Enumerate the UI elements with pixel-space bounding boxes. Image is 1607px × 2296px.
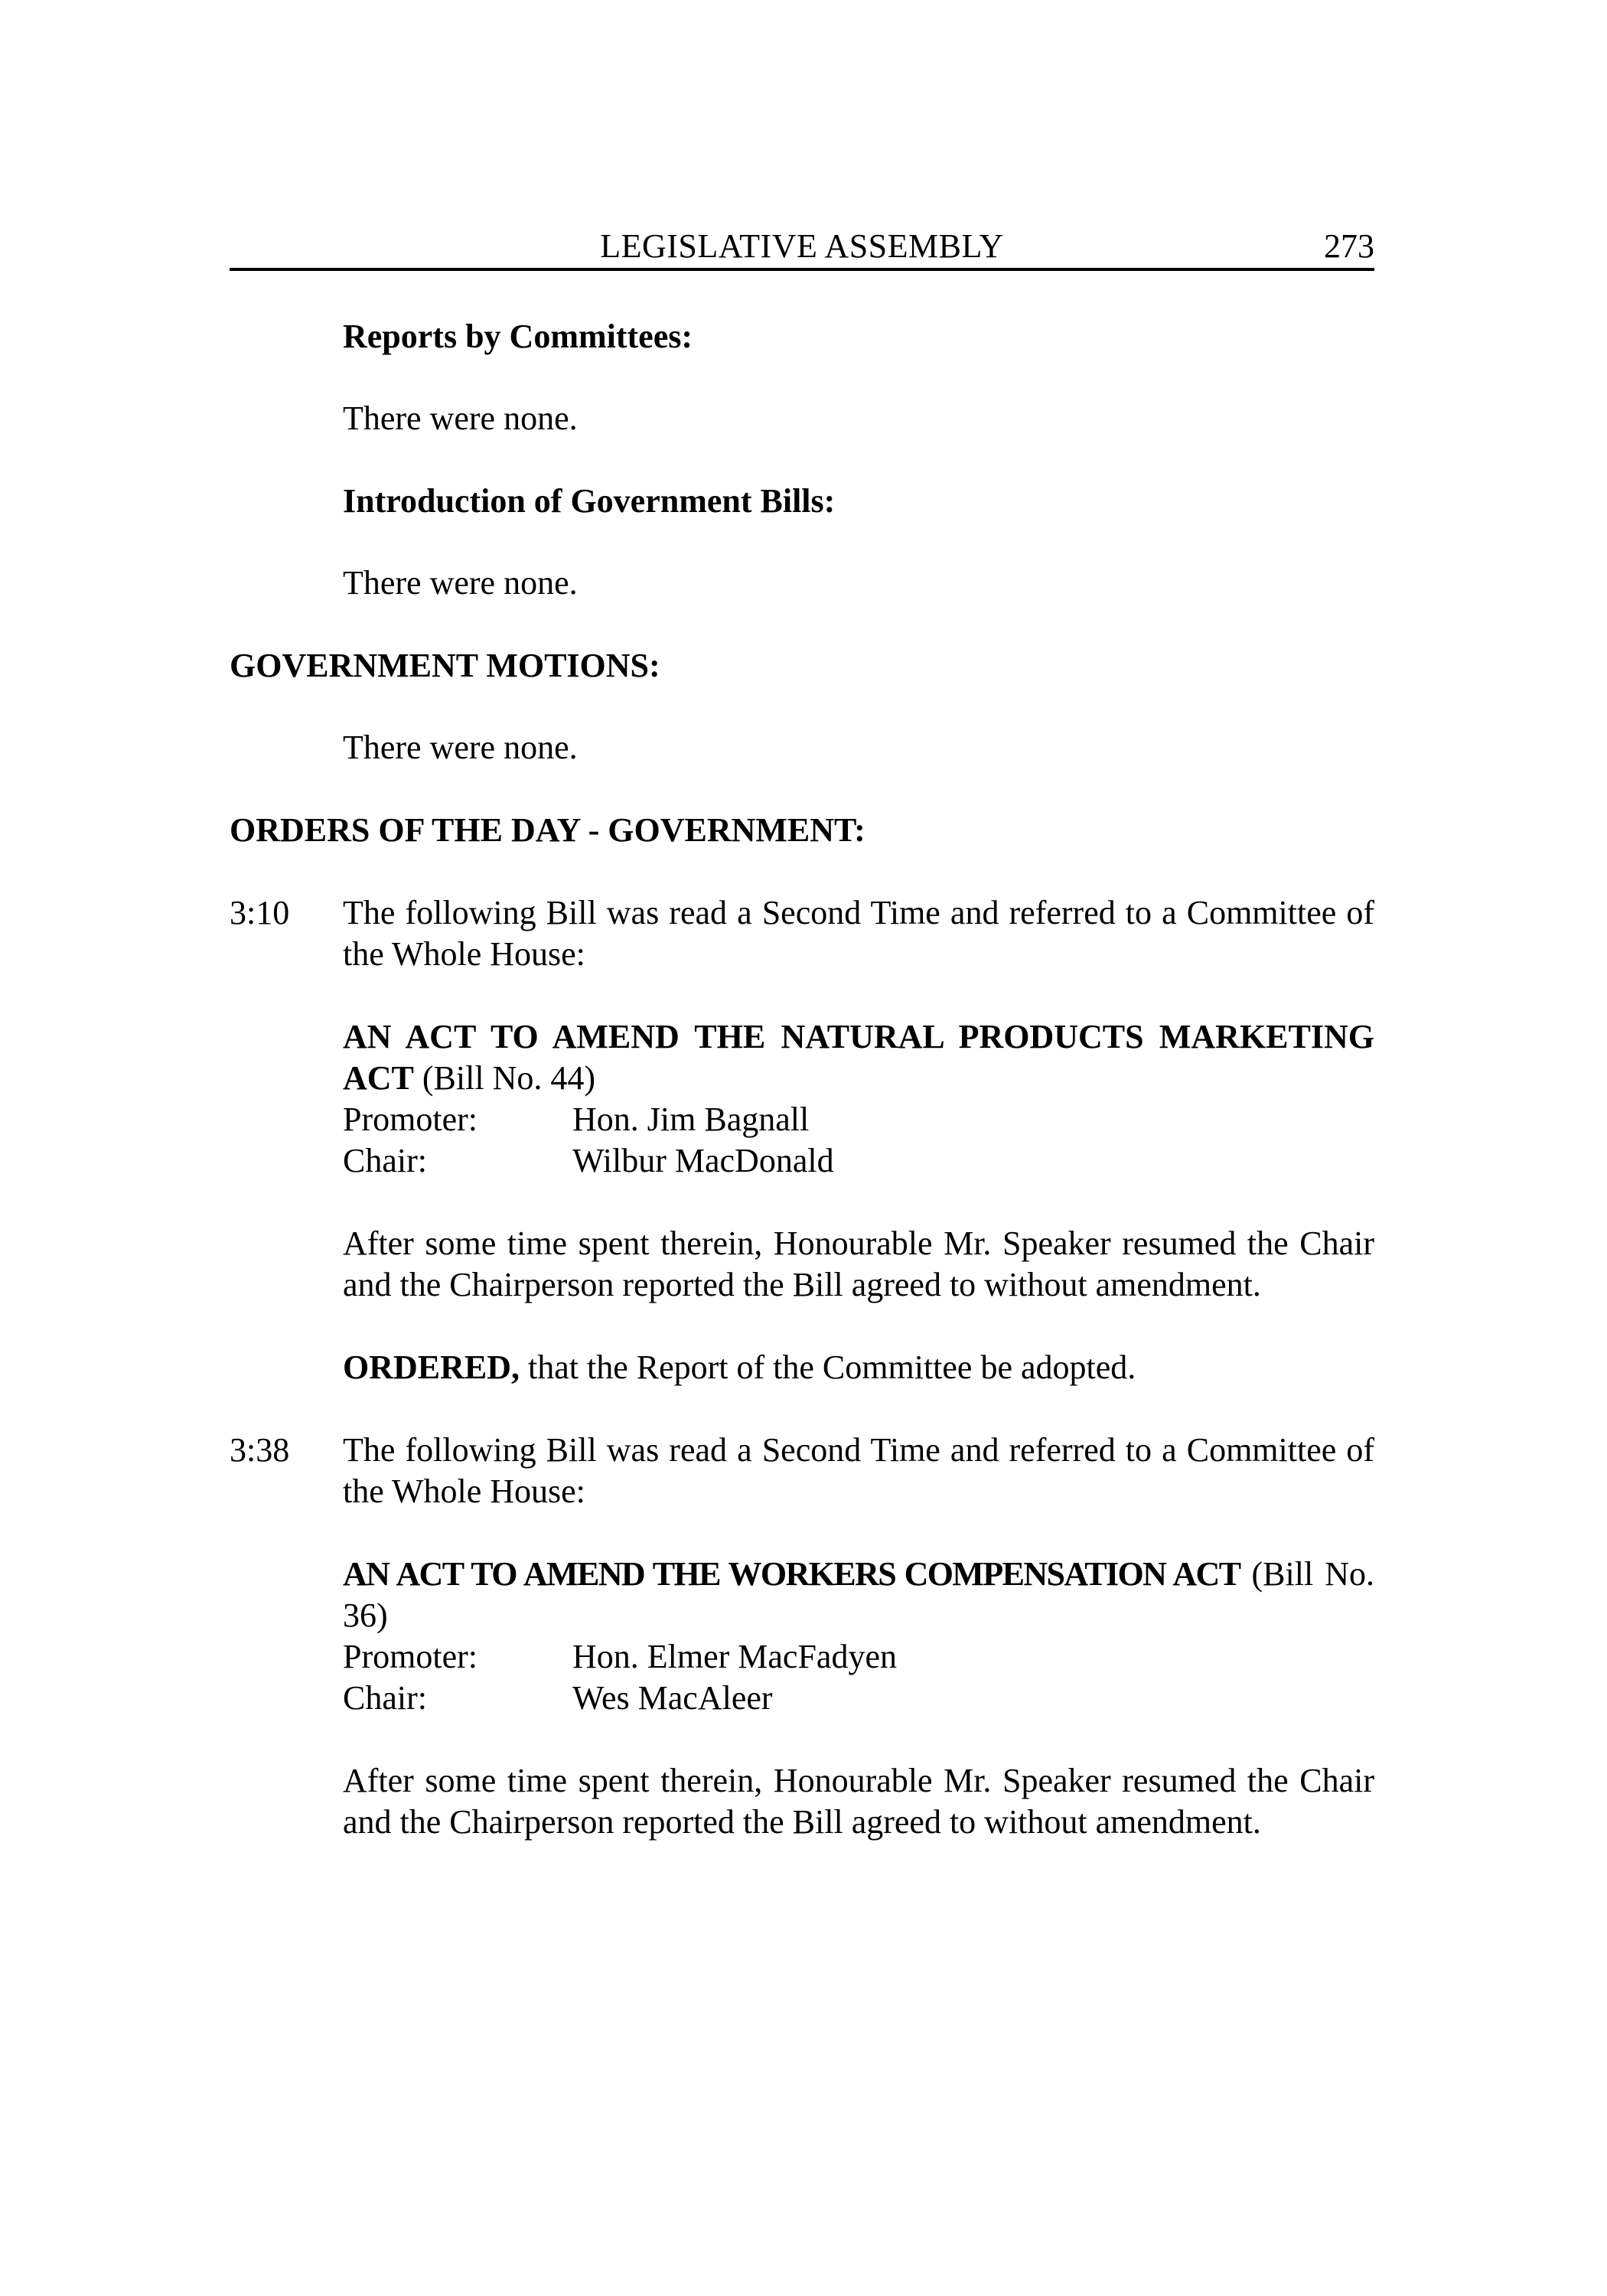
promoter-label: Promoter: (343, 1101, 478, 1138)
promoter-name: Hon. Jim Bagnall (572, 1101, 810, 1138)
reports-by-committees-text: There were none. (343, 400, 578, 437)
introduction-of-government-bills-text: There were none. (343, 564, 578, 602)
chair-label: Chair: (343, 1142, 427, 1179)
committee-report: After some time spent therein, Honourable Mr. Speaker resumed the Chair and the Chairperson reported the Bill agreed to without amendment. (343, 1225, 1374, 1303)
government-motions-text: There were none. (343, 729, 578, 766)
promoter-name: Hon. Elmer MacFadyen (572, 1638, 897, 1675)
ordered-motion (343, 1347, 1374, 1388)
reports-by-committees-heading: Reports by Committees: (343, 318, 693, 355)
bill-heading (343, 1554, 1374, 1636)
bill-title: AN ACT TO AMEND THE WORKERS COMPENSATION ACT (343, 1555, 1240, 1593)
introduction-of-government-bills-heading: Introduction of Government Bills: (343, 482, 836, 520)
ordered-text: that the Report of the Committee be adopted. (528, 1349, 1136, 1386)
bill-heading (343, 1016, 1374, 1099)
entry-intro: The following Bill was read a Second Time and referred to a Committee of the Whole House: (343, 894, 1374, 973)
bill-number: (Bill No. 36) (343, 1555, 1375, 1634)
promoter-label: Promoter: (343, 1638, 478, 1675)
running-head-title: LEGISLATIVE ASSEMBLY (600, 227, 1004, 265)
page-number: 273 (1324, 227, 1374, 265)
entry-intro: The following Bill was read a Second Time and referred to a Committee of the Whole House: (343, 1431, 1374, 1510)
entry-time: 3:10 (230, 894, 290, 931)
bill-number: (Bill No. 44) (422, 1059, 596, 1097)
entry-time: 3:38 (230, 1431, 290, 1469)
ordered-label: ORDERED, (343, 1349, 520, 1386)
chair-name: Wilbur MacDonald (572, 1142, 834, 1179)
running-head (230, 225, 1374, 268)
committee-report: After some time spent therein, Honourable Mr. Speaker resumed the Chair and the Chairperson reported the Bill agreed to without amendment. (343, 1762, 1374, 1841)
government-motions-heading: GOVERNMENT MOTIONS: (230, 647, 660, 684)
chair-name: Wes MacAleer (572, 1679, 773, 1717)
bill-title: AN ACT TO AMEND THE NATURAL PRODUCTS MARKETING ACT (343, 1018, 1374, 1097)
orders-of-the-day-heading: ORDERS OF THE DAY - GOVERNMENT: (230, 811, 865, 849)
header-rule (230, 268, 1374, 271)
chair-label: Chair: (343, 1679, 427, 1717)
